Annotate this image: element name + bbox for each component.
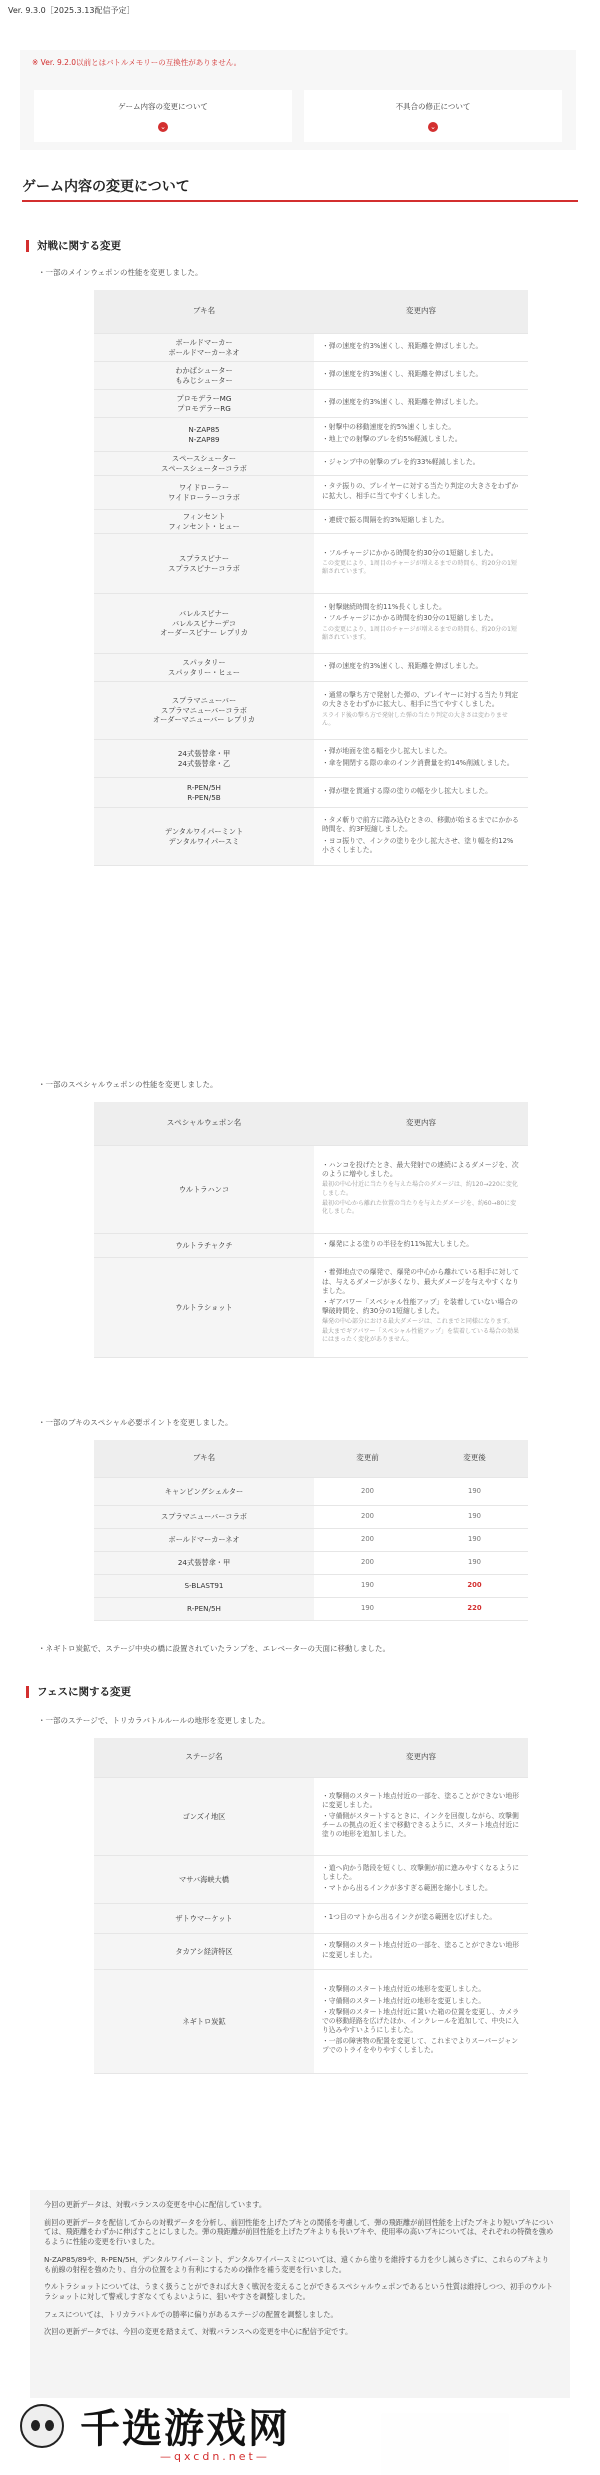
row-change (314, 1856, 528, 1903)
change-line: ・ 弾の速度を約3%速くし、飛距離を伸ばしました。 (322, 398, 520, 407)
name-line: 24式張替傘・甲 (177, 1558, 231, 1568)
before-value: 200 (314, 1552, 421, 1574)
name-line: ネギトロ炭鉱 (182, 2016, 226, 2026)
summary-paragraph: N-ZAP85/89や、R-PEN/5H、デンタルワイパーミント、デンタルワイパースミについては、遠くから塗りを維持する力を少し減らさずに、これらのブキよりも前線の射程を強めたり、自分の位置をより有利にするための操作を補う変更を行いました。 (44, 2254, 549, 2274)
change-line: ・ フルチャージにかかる時間を約30分の1短縮しました。 (322, 549, 520, 558)
change-line: ・ マトから出るインクが多すぎる範囲を縮小しました。 (322, 1884, 520, 1893)
change-line: ・ 連続で振る間隔を約3%短縮しました。 (322, 516, 520, 525)
row-change (314, 682, 528, 739)
table-row (94, 334, 528, 362)
special-intro: ・一部のスペシャルウェポンの性能を変更しました。 (38, 1080, 218, 1089)
fes-stage-table (94, 1738, 528, 2074)
before-value: 190 (314, 1575, 421, 1597)
name-line: オーダーマニューバー レプリカ (152, 715, 256, 725)
change-line: ・ 道へ向かう階段を短くし、攻撃側が前に進みやすくなるようにしました。 (322, 1864, 520, 1882)
summary-paragraph: フェスについては、トリカラバトルでの勝率に偏りがあるステージの配置を調整しました。 (44, 2309, 338, 2319)
col-stage: ステージ名 (94, 1738, 314, 1777)
row-name (94, 1506, 314, 1528)
change-line: ・ 射撃継続時間を約11%長くしました。 (322, 603, 520, 612)
table-row (94, 1552, 528, 1575)
col-before: 変更前 (314, 1440, 421, 1477)
name-line: ワイドローラーコラボ (168, 492, 240, 502)
name-line: スプラスピナーコラボ (168, 563, 240, 573)
row-change (314, 778, 528, 807)
row-name (94, 418, 314, 451)
name-line: スプラマニューバーコラボ (161, 705, 247, 715)
name-line: デンタルワイパーミント (164, 826, 244, 836)
name-line: フィンセント・ヒュー (168, 521, 240, 531)
change-line: ・ 地上での射撃のブレを約5%軽減しました。 (322, 435, 520, 444)
table-header (94, 1102, 528, 1146)
name-line: スペースシューター (171, 453, 237, 463)
sp-points-intro: ・一部のブキのスペシャル必要ポイントを変更しました。 (38, 1418, 233, 1427)
row-name (94, 1234, 314, 1257)
watermark-title: 千选游戏网 (80, 2406, 290, 2452)
row-change (314, 1258, 528, 1357)
row-name (94, 1934, 314, 1969)
watermark-url: —qxcdn.net— (160, 2450, 270, 2463)
table-row (94, 1529, 528, 1552)
before-value: 190 (314, 1598, 421, 1620)
panda-logo-icon (20, 2404, 64, 2448)
negitoro-note: ・ネギトロ炭鉱で、ステージ中央の橋に設置されていたランプを、エレベーターの天面に移動しました。 (38, 1644, 391, 1653)
name-line: ワイドローラー (178, 482, 230, 492)
row-name (94, 1904, 314, 1933)
row-name (94, 682, 314, 739)
summary-paragraph: 前回の更新データを配信してからの対戦データを分析し、前回性能を上げたブキとの関係を考慮して、弾の飛距離が前回性能を上げたブキより短いブキについては、飛距離をわずかに伸ばすことにしました。弾の飛距離が前回性能を上げたブキよりも長いブキや、使用率の高いブキについては、それぞれの特徴を強めるように性能の変更を行いました。 (44, 2217, 554, 2247)
change-line: ・ タテ振りの、プレイヤーに対する当たり判定の大きさをわずかに拡大し、相手に当てやすくしました。 (322, 482, 520, 500)
name-line: ウルトラチャクチ (175, 1240, 233, 1250)
name-line: マサバ海峡大橋 (179, 1874, 229, 1884)
table-row (94, 476, 528, 510)
name-line: ウルトラショット (175, 1302, 233, 1312)
change-note: 最初の中心付近に当たりを与えた場合のダメージは、約120→220に変化しました。 (322, 1181, 518, 1197)
change-line: ・ 守備側のスタート地点付近の地形を変更しました。 (322, 1997, 520, 2006)
after-value: 220 (421, 1598, 528, 1620)
chevron-down-icon: ⌄ (428, 122, 438, 132)
name-line: スパッタリー・ヒュー (168, 667, 240, 677)
name-line: ボールドマーカー (175, 337, 233, 347)
row-change (314, 808, 528, 865)
name-line: ボールドマーカーネオ (168, 347, 240, 357)
name-line: スプラスピナー (178, 553, 230, 563)
change-note: 最初の中心から離れた位置の当たりを与えたダメージを、約60→80に変化しました。 (322, 1199, 517, 1215)
table-row (94, 808, 528, 866)
name-line: キャンピングシェルター (164, 1486, 244, 1496)
row-name (94, 1970, 314, 2073)
section-title: ゲーム内容の変更について (22, 179, 190, 195)
name-line: バレルスピナー (179, 608, 229, 618)
table-row (94, 362, 528, 390)
name-line: R-PEN/5H (187, 782, 221, 792)
row-name (94, 1529, 314, 1551)
change-line: ・ 攻撃側のスタート地点付近に置いた箱の位置を変更し、カメラでの移動経路を広げたほか、インクレールを追加して、中央に入り込みやすいようにしました。 (322, 2008, 520, 2036)
main-weapon-table (94, 290, 528, 866)
row-change (314, 594, 528, 653)
name-line: R-PEN/5H (187, 1604, 221, 1614)
negitoro-note-text: ネギトロ炭鉱で、ステージ中央の橋に設置されていたランプを、エレベーターの天面に移動しました。 (45, 1644, 391, 1653)
before-value: 200 (314, 1506, 421, 1528)
table-row (94, 390, 528, 418)
summary-paragraph: 次回の更新データでは、今回の変更を踏まえて、対戦バランスへの変更を中心に配信予定です。 (44, 2327, 353, 2337)
row-change (314, 1904, 528, 1933)
row-name (94, 362, 314, 389)
table-row (94, 1904, 528, 1934)
col-change: 変更内容 (314, 290, 528, 333)
row-change (314, 1146, 528, 1233)
sp-points-intro-text: 一部のブキのスペシャル必要ポイントを変更しました。 (45, 1418, 233, 1427)
table-row (94, 1506, 528, 1529)
name-line: R-PEN/5B (187, 792, 221, 802)
after-value: 190 (421, 1552, 528, 1574)
fes-heading: フェスに関する変更 (26, 1686, 131, 1698)
row-name (94, 334, 314, 361)
after-value: 190 (421, 1506, 528, 1528)
name-line: N-ZAP85 (188, 424, 220, 434)
name-line: デンタルワイパースミ (168, 836, 240, 846)
change-line: ・ 弾の速度を約3%速くし、飛距離を伸ばしました。 (322, 342, 520, 351)
change-line: ・ ヨコ振りで、インクの塗りを少し拡大させ、塗り幅を約12%小さくしました。 (322, 837, 520, 855)
summary-paragraph: 今回の更新データは、対戦バランスの変更を中心に配信しています。 (44, 2200, 267, 2209)
row-name (94, 808, 314, 865)
row-name (94, 1856, 314, 1903)
col-special: スペシャルウェポン名 (94, 1102, 314, 1145)
table-header (94, 1738, 528, 1778)
table-header (94, 290, 528, 334)
table-row (94, 510, 528, 534)
table-row (94, 682, 528, 740)
row-change (314, 362, 528, 389)
row-change (314, 1778, 528, 1855)
name-line: スプラマニューバー (171, 695, 237, 705)
row-name (94, 1575, 314, 1597)
name-line: バレルスピナーデコ (171, 618, 236, 628)
row-change (314, 418, 528, 451)
row-name (94, 1778, 314, 1855)
row-name (94, 1478, 314, 1505)
after-value: 190 (421, 1478, 528, 1505)
name-line: スペースシューターコラボ (161, 463, 247, 473)
table-row (94, 1258, 528, 1358)
change-line: ・ ハンコを投げたとき、最大発射での連続によるダメージを、次のように増やしました。 (322, 1161, 520, 1179)
name-line: わかばシューター (175, 365, 233, 375)
row-change (314, 654, 528, 681)
before-value: 200 (314, 1478, 421, 1505)
row-change (314, 1234, 528, 1257)
nav-game-changes[interactable] (34, 90, 292, 142)
change-line: ・ タメ斬りで前方に踏み込むときの、移動が始まるまでにかかる時間を、約3F短縮しました。 (322, 816, 520, 834)
col-weapon: ブキ名 (94, 290, 314, 333)
battle-intro-text: 一部のメインウェポンの性能を変更しました。 (45, 268, 203, 277)
change-line: ・ 守備側がスタートするときに、インクを回復しながら、攻撃側チームの拠点の近くまで移動できるように、スタート地点付近に塗りの地形を追加しました。 (322, 1812, 520, 1840)
compatibility-notice: ※ Ver. 9.2.0以前とはバトルメモリーの互換性がありません。 (32, 58, 242, 67)
change-note: この変更により、1周目のチャージが増えるまでの時間も、約20分の1短縮されています。 (322, 625, 517, 641)
row-name (94, 778, 314, 807)
after-value: 200 (421, 1575, 528, 1597)
col-change: 変更内容 (314, 1102, 528, 1145)
change-line: ・ 一部の障害物の配置を変更して、これまでよりスーパージャンプでのトライをやりやすくしました。 (322, 2037, 520, 2055)
change-line: ・ ジャンプ中の射撃のブレを約33%軽減しました。 (322, 458, 520, 467)
name-line: もみじシューター (175, 375, 233, 385)
row-name (94, 654, 314, 681)
name-line: オーダースピナー レプリカ (160, 628, 248, 638)
sp-points-table (94, 1440, 528, 1621)
name-line: プロモデラーMG (176, 393, 232, 403)
change-line: ・ 傘を開閉する際の傘のインク消費量を約14%削減しました。 (322, 759, 520, 768)
table-header (94, 1440, 528, 1478)
row-change (314, 452, 528, 475)
change-line: ・ 弾の速度を約3%速くし、飛距離を伸ばしました。 (322, 662, 520, 671)
name-line: プロモデラーRG (177, 403, 231, 413)
nav-label: 不具合の修正について (395, 102, 471, 111)
change-line: ・ 攻撃側のスタート地点付近の一部を、塗ることができない地形に変更しました。 (322, 1941, 520, 1959)
table-row (94, 1234, 528, 1258)
nav-bug-fixes[interactable] (304, 90, 562, 142)
change-note: 爆発の中心部分における最大ダメージは、これまでと同様になります。 (322, 1318, 514, 1326)
table-row (94, 1934, 528, 1970)
name-line: フィンセント (182, 511, 226, 521)
row-name (94, 1258, 314, 1357)
change-line: ・ 弾の速度を約3%速くし、飛距離を伸ばしました。 (322, 370, 520, 379)
table-row (94, 1478, 528, 1506)
table-row (94, 1856, 528, 1904)
table-row (94, 1778, 528, 1856)
name-line: ボールドマーカーネオ (168, 1535, 240, 1545)
name-line: スプラマニューバーコラボ (161, 1512, 247, 1522)
table-row (94, 1575, 528, 1598)
table-row (94, 1970, 528, 2074)
row-change (314, 390, 528, 417)
nav-label: ゲーム内容の変更について (118, 102, 208, 111)
change-line: ・ フルチャージにかかる時間を約30分の1短縮しました。 (322, 614, 520, 623)
change-note: スライド後の撃ち方で発射した弾の当たり判定の大きさは変わりません。 (322, 711, 508, 727)
change-line: ・ 1つ目のマトから出るインクが塗る範囲を広げました。 (322, 1913, 520, 1922)
special-intro-text: 一部のスペシャルウェポンの性能を変更しました。 (45, 1080, 218, 1089)
change-line: ・ 射撃中の移動速度を約5%速くしました。 (322, 423, 520, 432)
change-line: ・ 弾が地面を塗る幅を少し拡大しました。 (322, 747, 520, 756)
change-line: ・ 爆発による塗りの半径を約11%拡大しました。 (322, 1240, 520, 1249)
table-row (94, 452, 528, 476)
battle-heading: 対戦に関する変更 (26, 240, 121, 252)
change-note: この変更により、1周目のチャージが増えるまでの時間も、約20分の1短縮されています。 (322, 559, 517, 576)
name-line: ウルトラハンコ (178, 1184, 230, 1194)
row-change (314, 334, 528, 361)
row-name (94, 510, 314, 533)
change-line: ・ 着弾地点での爆発で、爆発の中心から離れている相手に対しては、与えるダメージが多くなり、最大ダメージを与えやすくなりました。 (322, 1268, 520, 1296)
row-change (314, 510, 528, 533)
name-line: 24式張替傘・乙 (177, 758, 231, 768)
row-name (94, 1598, 314, 1620)
after-value: 190 (421, 1529, 528, 1551)
battle-intro: ・一部のメインウェポンの性能を変更しました。 (38, 268, 203, 277)
table-row (94, 594, 528, 654)
row-name (94, 452, 314, 475)
row-name (94, 476, 314, 509)
before-value: 200 (314, 1529, 421, 1551)
table-row (94, 1598, 528, 1621)
fes-intro-text: 一部のステージで、トリカラバトルルールの地形を変更しました。 (45, 1716, 270, 1725)
change-line: ・ ギアパワー「スペシャル性能アップ」を装着していない場合の撃破時間を、約30分の1短縮しました。 (322, 1298, 520, 1316)
section-divider (22, 200, 578, 202)
col-change: 変更内容 (314, 1738, 528, 1777)
fes-intro: ・一部のステージで、トリカラバトルルールの地形を変更しました。 (38, 1716, 270, 1725)
name-line: 24式張替傘・甲 (177, 748, 231, 758)
table-row (94, 654, 528, 682)
row-change (314, 1970, 528, 2073)
row-change (314, 476, 528, 509)
table-row (94, 740, 528, 778)
change-note: 最大までギアパワー「スペシャル性能アップ」を装着している場合の効果にはまったく変化がありません。 (322, 1328, 519, 1344)
row-name (94, 534, 314, 593)
name-line: スパッタリー (182, 657, 226, 667)
table-row (94, 778, 528, 808)
notice-box (20, 50, 576, 150)
name-line: タカアシ経済特区 (175, 1946, 233, 1956)
change-line: ・ 攻撃側のスタート地点付近の地形を変更しました。 (322, 1985, 520, 1994)
row-name (94, 390, 314, 417)
change-line: ・ 攻撃側のスタート地点付近の一部を、塗ることができない地形に変更しました。 (322, 1792, 520, 1810)
table-row (94, 1146, 528, 1234)
row-name (94, 594, 314, 653)
row-change (314, 740, 528, 777)
chevron-down-icon: ⌄ (158, 122, 168, 132)
table-row (94, 534, 528, 594)
name-line: S-BLAST91 (184, 1581, 224, 1591)
col-weapon: ブキ名 (94, 1440, 314, 1477)
special-weapon-table (94, 1102, 528, 1358)
version-label: Ver. 9.3.0［2025.3.13配信予定］ (8, 6, 135, 15)
name-line: ゴンズイ地区 (182, 1811, 226, 1821)
change-line: ・ 弾が壁を貫通する際の塗りの幅を少し拡大しました。 (322, 787, 520, 796)
name-line: ザトウマーケット (175, 1913, 233, 1923)
row-change (314, 1934, 528, 1969)
summary-paragraph: ウルトラショットについては、うまく扱うことができれば大きく戦況を変えることができるスペシャルウェポンであるという性質は維持しつつ、初手のウルトラショットに対して警戒しすぎなくてもよいように、狙いやすさを調整しました。 (44, 2282, 553, 2302)
watermark (0, 2398, 600, 2475)
row-name (94, 740, 314, 777)
row-name (94, 1552, 314, 1574)
change-line: ・ 通常の撃ち方で発射した弾の、プレイヤーに対する当たり判定の大きさをわずかに拡大し、相手に当てやすくしました。 (322, 691, 520, 709)
table-row (94, 418, 528, 452)
col-after: 変更後 (421, 1440, 528, 1477)
row-change (314, 534, 528, 593)
name-line: N-ZAP89 (188, 434, 220, 444)
row-name (94, 1146, 314, 1233)
